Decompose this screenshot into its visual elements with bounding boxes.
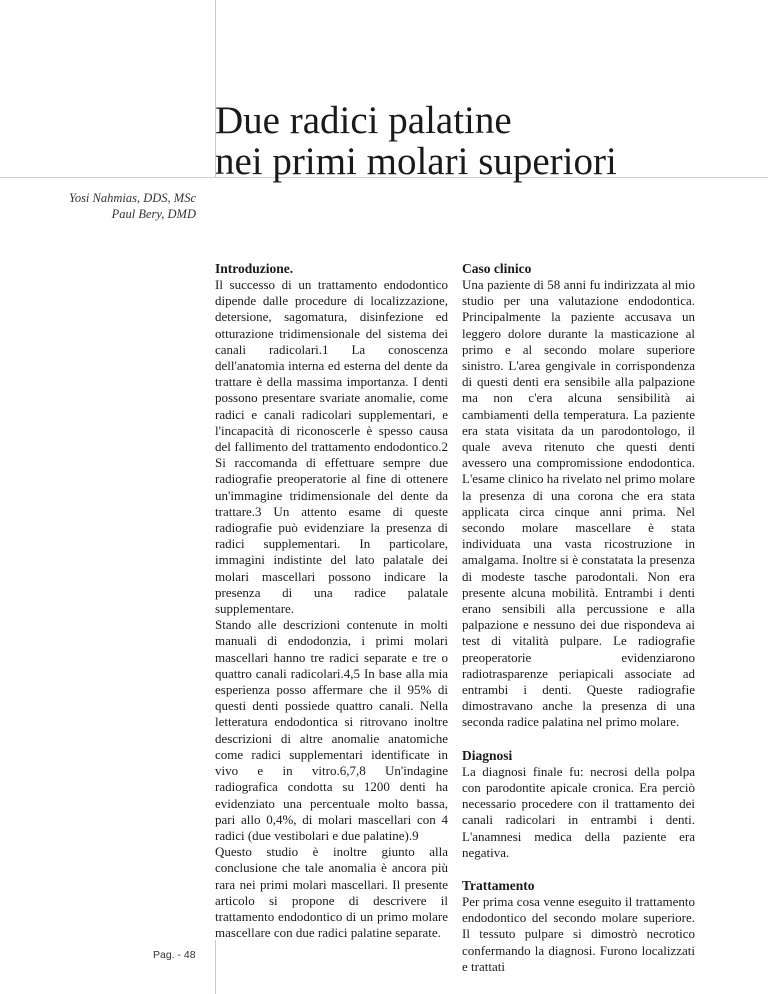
- column-left: [215, 260, 448, 941]
- vertical-rule-bottom: [215, 940, 216, 994]
- diagnosis-paragraph: La diagnosi finale fu: necrosi della polpa con parodontite apicale cronica. Era perciò necessario procedere con il trattamento dei canali radicolari in entrambi i denti. L'anamnesi medica della paziente era negativa.: [462, 763, 695, 860]
- heading-trattamento: Trattamento: [462, 877, 535, 893]
- page-number: Pag. - 48: [153, 949, 196, 961]
- intro-paragraph-2: Stando alle descrizioni contenute in molti manuali di endodonzia, i primi molari mascellari hanno tre radici separate e tre o quattro canali radicolari.4,5 In base alla mia esperienza posso affermare che il 95% di questi denti possiede quattro canali. Nella letteratura endodontica si ritrovano inoltre descrizioni di altre anomalie anatomiche come radici supplementari identificate in vivo e in vitro.6,7,8 Un'indagine radiografica condotta su 1200 denti ha evidenziato una percentuale molto bassa, pari allo 0,4%, di molari mascellari con 4 radici (due vestibolari e due palatine).9: [215, 617, 448, 843]
- heading-diagnosi: Diagnosi: [462, 747, 513, 763]
- author-2: Paul Bery, DMD: [111, 207, 196, 221]
- author-block: [0, 190, 196, 222]
- case-paragraph: Una paziente di 58 anni fu indirizzata al mio studio per una valutazione endodontica. Principalmente la paziente accusava un leggero dolore durante la masticazione al primo e al secondo molare superiore sinistro. L'area gengivale in corrispondenza di questi denti era sensibile alla palpazione ma non c'era alcuna sensibilità ai cambiamenti della temperatura. La paziente era stata visitata da un parodontologo, il quale aveva ritenuto che questi denti avessero una compromissione endodontica. L'esame clinico ha rivelato nel primo molare la presenza di una corona che era stata applicata circa cinque anni prima. Nel secondo molare mascellare è stata individuata una vasta ricostruzione in amalgama. Inoltre si è constatata la presenza di modeste tasche parodontali. Non era presente alcuna mobilità. Entrambi i denti erano sensibili alla percussione e alla palpazione e nessuno dei due rispondeva ai test di vitalità pulpare. Le radiografie preoperatorie evidenziarono radiotrasparenze periapicali associate ad entrambi i denti. Queste radiografie dimostravano anche la presenza di una seconda radice palatina nel primo molare.: [462, 277, 695, 730]
- title-line-2: nei primi molari superiori: [215, 140, 617, 183]
- intro-paragraph-1: Il successo di un trattamento endodontico dipende dalle procedure di localizzazione, detersione, sagomatura, disinfezione ed otturazione tridimensionale del sistema dei canali radicolari.1 La conoscenza dell'anatomia interna ed esterna del dente da trattare è della massima importanza. I denti possono presentare svariate anomalie, come radici e canali radicolari supplementari, e l'incapacità di riconoscerle è spesso causa del fallimento del trattamento endodontico.2 Si raccomanda di effettuare sempre due radiografie preoperatorie al fine di ottenere un'immagine tridimensionale del dente da trattare.3 Un attento esame di queste radiografie può evidenziare la presenza di radici supplementari. In particolare, immagini indistinte del lato palatale dei molari mascellari possono indicare la presenza di una radice palatale supplementare.: [215, 277, 448, 617]
- title-line-1: Due radici palatine: [215, 99, 512, 142]
- heading-caso-clinico: Caso clinico: [462, 261, 532, 276]
- section-gap: [462, 861, 695, 877]
- intro-paragraph-3: Questo studio è inoltre giunto alla conclusione che tale anomalia è ancora più rara nei primi molari mascellari. Il presente articolo si propone di descrivere il trattamento endodontico di un primo molare mascellare con due radici palatine separate.: [215, 844, 448, 941]
- treatment-paragraph: Per prima cosa venne eseguito il trattamento endodontico del secondo molare superiore. Il tessuto pulpare si dimostrò necrotico confermando la diagnosi. Furono localizzati e trattati: [462, 893, 695, 974]
- column-right: [462, 260, 695, 975]
- heading-introduction: Introduzione.: [215, 261, 294, 276]
- section-gap: [462, 731, 695, 747]
- article-title: [215, 100, 617, 182]
- author-1: Yosi Nahmias, DDS, MSc: [69, 191, 196, 205]
